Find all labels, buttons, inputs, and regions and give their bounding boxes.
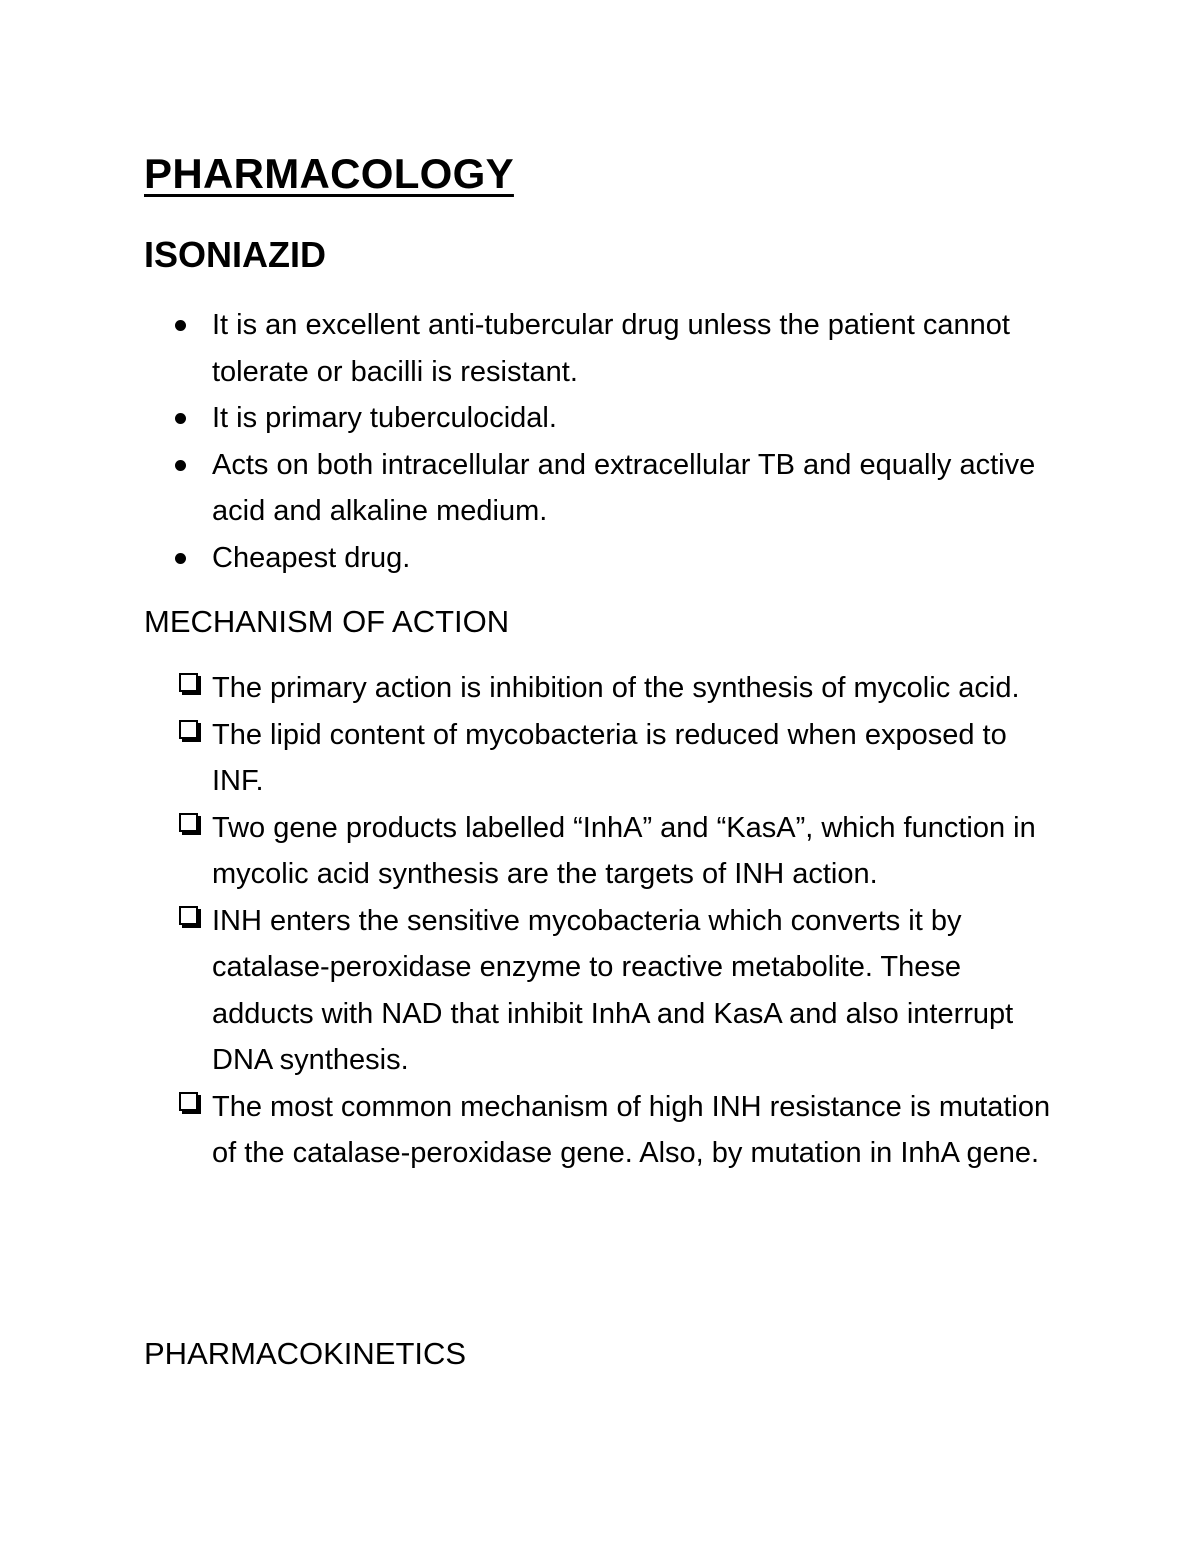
page-title: PHARMACOLOGY	[144, 150, 514, 197]
list-item-text: The primary action is inhibition of the synthesis of mycolic acid.	[212, 672, 1020, 704]
mechanism-list	[144, 665, 1054, 1177]
checkbox-bullet-icon	[179, 813, 198, 832]
list-item	[144, 712, 1054, 805]
list-item-text: The most common mechanism of high INH resistance is mutation of the catalase-peroxidase gene. Also, by mutation in InhA gene.	[212, 1090, 1051, 1169]
list-item	[144, 898, 1054, 1084]
list-item-text: Two gene products labelled “InhA” and “KasA”, which function in mycolic acid synthesis are the targets of INH action.	[212, 811, 1036, 890]
bullet-icon	[175, 460, 186, 471]
list-item	[144, 442, 1054, 535]
document-page	[144, 0, 1064, 1553]
list-item-text: Cheapest drug.	[212, 541, 411, 574]
bullet-icon	[175, 320, 186, 331]
bullet-icon	[175, 553, 186, 564]
drug-name-heading: ISONIAZID	[144, 234, 327, 275]
pharmacokinetics-heading: PHARMACOKINETICS	[144, 1336, 467, 1371]
mechanism-heading: MECHANISM OF ACTION	[144, 604, 510, 639]
list-item	[144, 1084, 1054, 1177]
list-item	[144, 665, 1054, 712]
bullet-icon	[175, 413, 186, 424]
checkbox-bullet-icon	[179, 720, 198, 739]
list-item	[144, 535, 1054, 582]
checkbox-bullet-icon	[179, 906, 198, 925]
list-item	[144, 395, 1054, 442]
list-item-text: Acts on both intracellular and extracellular TB and equally active acid and alkaline medium.	[212, 448, 1036, 527]
list-item-text: INH enters the sensitive mycobacteria which converts it by catalase-peroxidase enzyme to reactive metabolite. These adducts with NAD that inhibit InhA and KasA and also interrupt DNA synthesis.	[212, 904, 1014, 1076]
list-item-text: It is an excellent anti-tubercular drug unless the patient cannot tolerate or bacilli is resistant.	[212, 309, 1010, 388]
checkbox-bullet-icon	[179, 1092, 198, 1111]
list-item	[144, 302, 1054, 395]
list-item-text: The lipid content of mycobacteria is reduced when exposed to INF.	[212, 718, 1007, 797]
intro-bullet-list	[144, 302, 1054, 581]
list-item	[144, 805, 1054, 898]
checkbox-bullet-icon	[179, 673, 198, 692]
list-item-text: It is primary tuberculocidal.	[212, 402, 557, 434]
